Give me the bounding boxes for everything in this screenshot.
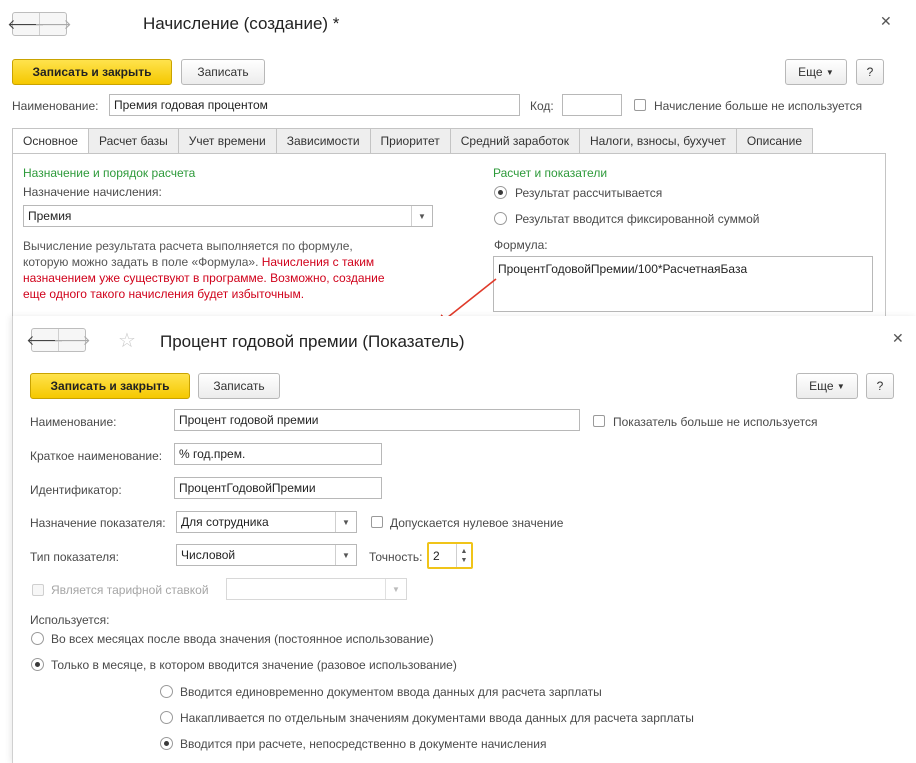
used-label: Используется:: [30, 613, 110, 627]
tariff-select[interactable]: [226, 578, 407, 600]
not-used-label: Начисление больше не используется: [654, 99, 863, 113]
forward-arrow-icon[interactable]: 🡒: [39, 13, 66, 35]
dialog-nav-buttons: [26, 328, 91, 352]
tab-priority[interactable]: Приоритет: [371, 128, 451, 154]
indicator-not-used-label: Показатель больше не используется: [613, 415, 818, 429]
spin-down-icon[interactable]: ▼: [460, 556, 468, 564]
forward-arrow-icon[interactable]: 🡒: [58, 329, 85, 351]
indicator-purpose-select[interactable]: [176, 511, 357, 533]
indicator-type-label: Тип показателя:: [30, 550, 119, 564]
radio-once-doc[interactable]: [160, 685, 173, 698]
identifier-label: Идентификатор:: [30, 483, 122, 497]
dialog-more-button[interactable]: [796, 373, 858, 399]
tariff-label: Является тарифной ставкой: [51, 583, 209, 597]
purpose-label: Назначение начисления:: [23, 185, 162, 199]
code-label: Код:: [530, 99, 554, 113]
indicator-type-value: Числовой: [181, 548, 236, 562]
save-button[interactable]: Записать: [181, 59, 265, 85]
formula-label: Формула:: [494, 238, 548, 252]
indicator-name-field[interactable]: Процент годовой премии: [174, 409, 580, 431]
tariff-checkbox[interactable]: [32, 584, 44, 596]
caret-down-icon: ▼: [825, 67, 834, 77]
indicator-not-used-checkbox[interactable]: [593, 415, 605, 427]
section-left-title: Назначение и порядок расчета: [23, 166, 196, 180]
identifier-field[interactable]: ПроцентГодовойПремии: [174, 477, 382, 499]
precision-value: 2: [433, 548, 440, 563]
short-name-field[interactable]: % год.прем.: [174, 443, 382, 465]
purpose-value: Премия: [28, 209, 72, 223]
radio-one-month-label: Только в месяце, в котором вводится значение (разовое использование): [51, 658, 457, 672]
indicator-type-select[interactable]: [176, 544, 357, 566]
save-close-button[interactable]: Записать и закрыть: [12, 59, 172, 85]
precision-label: Точность:: [369, 550, 423, 564]
name-label: Наименование:: [12, 99, 99, 113]
zero-allowed-label: Допускается нулевое значение: [390, 516, 564, 530]
tab-taxes[interactable]: Налоги, взносы, бухучет: [580, 128, 737, 154]
indicator-purpose-value: Для сотрудника: [181, 515, 269, 529]
window-title: Начисление (создание) *: [143, 14, 340, 33]
note-line-1: Вычисление результата расчета выполняется по формуле,: [23, 239, 353, 253]
favorite-star-icon[interactable]: ☆: [118, 330, 136, 352]
precision-field[interactable]: [427, 542, 473, 569]
precision-spinner[interactable]: [456, 544, 471, 567]
dropdown-icon[interactable]: ▼: [385, 579, 406, 599]
spin-up-icon[interactable]: ▲: [460, 547, 468, 555]
tab-dependencies[interactable]: Зависимости: [277, 128, 371, 154]
caret-down-icon: ▼: [836, 381, 845, 391]
indicator-name-label: Наименование:: [30, 415, 117, 429]
back-arrow-icon[interactable]: 🡐: [26, 331, 64, 348]
note-line-2b: Начисления с таким: [261, 255, 375, 269]
dialog-more-label: Еще: [809, 379, 834, 393]
dialog-help-button[interactable]: ?: [866, 373, 894, 399]
note-line-2a: которую можно задать в поле «Формула».: [23, 255, 262, 269]
name-field[interactable]: Премия годовая процентом: [109, 94, 520, 116]
dropdown-icon[interactable]: ▼: [411, 206, 432, 226]
tab-time[interactable]: Учет времени: [179, 128, 277, 154]
dialog-title: Процент годовой премии (Показатель): [160, 332, 465, 351]
dropdown-icon[interactable]: ▼: [335, 512, 356, 532]
note-line-3: назначением уже существуют в программе. Возможно, создание: [23, 271, 385, 285]
radio-accumulate-label: Накапливается по отдельным значениям документами ввода данных для расчета зарплаты: [180, 711, 694, 725]
dialog-close-icon[interactable]: ✕: [892, 330, 904, 346]
tab-base-calc[interactable]: Расчет базы: [89, 128, 179, 154]
radio-fixed-label: Результат вводится фиксированной суммой: [515, 212, 760, 226]
zero-allowed-checkbox[interactable]: [371, 516, 383, 528]
tab-description[interactable]: Описание: [737, 128, 813, 154]
tab-avg-salary[interactable]: Средний заработок: [451, 128, 580, 154]
indicator-purpose-label: Назначение показателя:: [30, 516, 166, 530]
section-right-title: Расчет и показатели: [493, 166, 608, 180]
radio-in-calc-label: Вводится при расчете, непосредственно в документе начисления: [180, 737, 547, 751]
more-label: Еще: [798, 65, 823, 79]
short-name-label: Краткое наименование:: [30, 449, 163, 463]
tab-main[interactable]: Основное: [12, 128, 89, 154]
radio-all-months[interactable]: [31, 632, 44, 645]
radio-all-months-label: Во всех месяцах после ввода значения (постоянное использование): [51, 632, 434, 646]
dropdown-icon[interactable]: ▼: [335, 545, 356, 565]
note-line-4: еще одного такого начисления будет избыточным.: [23, 287, 305, 301]
dialog-save-button[interactable]: Записать: [198, 373, 280, 399]
help-button[interactable]: ?: [856, 59, 884, 85]
radio-in-calc[interactable]: [160, 737, 173, 750]
radio-one-month[interactable]: [31, 658, 44, 671]
dialog-save-close-button[interactable]: Записать и закрыть: [30, 373, 190, 399]
back-arrow-icon[interactable]: 🡐: [7, 15, 45, 32]
radio-once-doc-label: Вводится единовременно документом ввода данных для расчета зарплаты: [180, 685, 602, 699]
close-icon[interactable]: ✕: [880, 13, 892, 29]
formula-field[interactable]: ПроцентГодовойПремии/100*РасчетнаяБаза: [493, 256, 873, 312]
radio-calculated-label: Результат рассчитывается: [515, 186, 663, 200]
radio-accumulate[interactable]: [160, 711, 173, 724]
